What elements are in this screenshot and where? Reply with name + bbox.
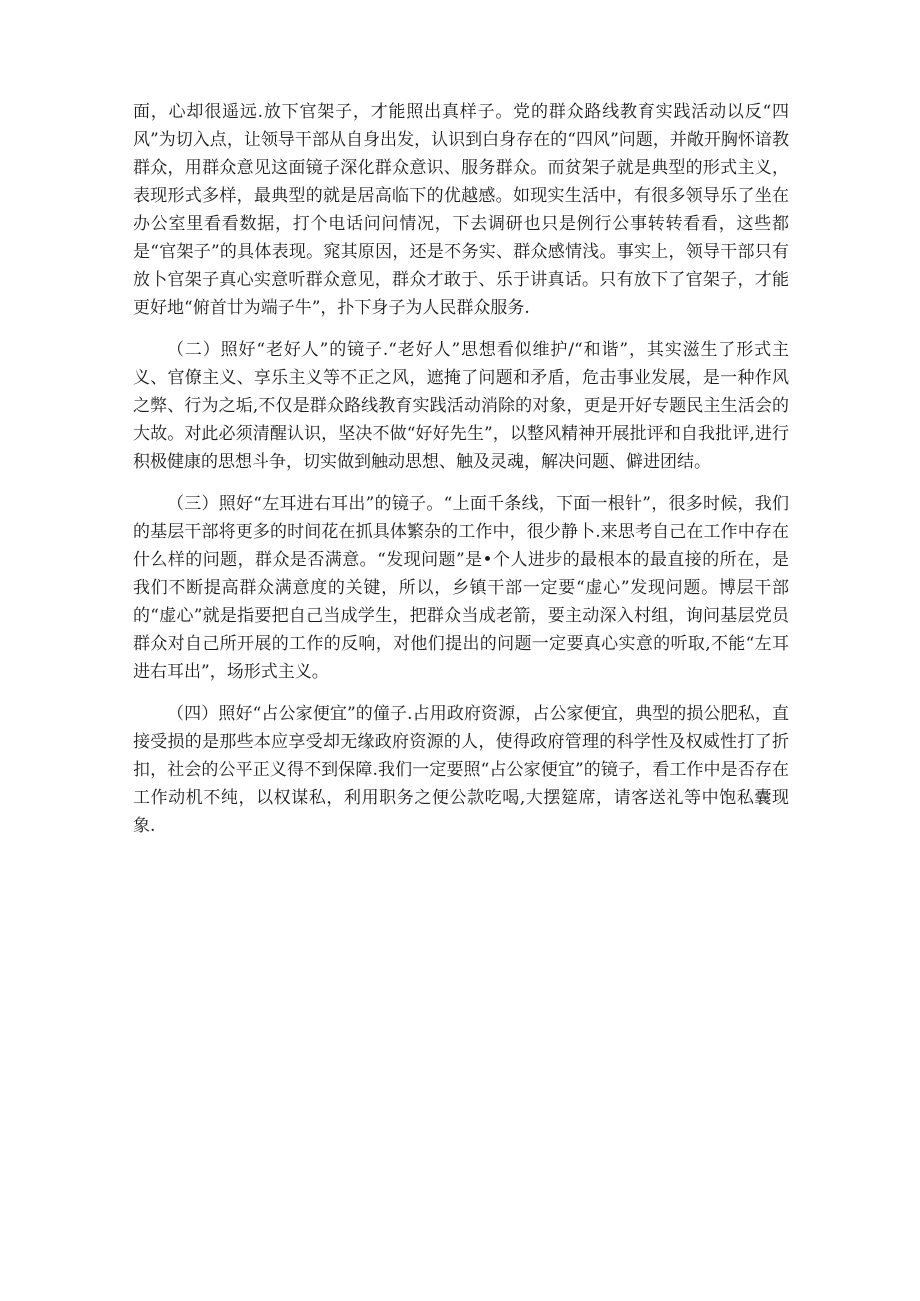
paragraph-section-4: （四）照好“占公家便宜”的僮子.占用政府资源，占公家便宜，典型的损公肥私，直接受损的是那些本应享受却无缘政府资源的人，使得政府管理的科学性及权威性打了折扣，社会的公平正义得不到保障.我们一定要照“占公家便宜”的镜子，看工作中是否存在工作动机不纯，以权谋私，利用职务之便公款吃喝,大摆筵席，请客送礼等中饱私囊现象.	[133, 704, 789, 836]
paragraph-section-3: （三）照好“左耳进右耳出”的镜子。“上面千条线，下面一根针”，很多时候，我们的基层干部将更多的时间花在抓具体繁杂的工作中，很少静卜.来思考自己在工作中存在什么样的问题，群众是否满意。“发现问题”是•个人进步的最根本的最直接的所在，是我们不断提高群众满意度的关键，所以，乡镇干部一定要“虚心”发现问题。博层干部的“虚心”就是指要把自己当成学生，把群众当成老箭，要主动深入村组，询问基层党员群众对自己所开展的工作的反响，对他们提出的问题一定要真心实意的听取,不能“左耳进右耳出”，场形式主义。	[133, 494, 789, 682]
document-body	[133, 98, 789, 854]
paragraph-section-2: （二）照好“老好人”的镜子.“老好人”思想看似维护/“和谐”，其实滋生了形式主义、官僚主义、享乐主义等不正之风，遮掩了问题和矛盾，危击事业发展，是一种作风之弊、行为之垢,不仅是群众路线教育实践活动消除的对象，更是开好专题民主生活会的大故。对此必须清醒认识，坚决不做“好好先生”，以整风精神开展批评和自我批评,进行积极健康的思想斗争，切实做到触动思想、触及灵魂，解决问题、僻进团结。	[133, 340, 789, 472]
paragraph-continuation: 面，心却很遥远.放下官架子，才能照出真样子。党的群众路线教育实践活动以反“四风”为切入点，让领导干部从自身出发，认识到白身存在的“四风”问题，并敞开胸怀谙教群众，用群众意见这面镜子深化群众意识、服务群众。而贫架子就是典型的形式主义，表现形式多样，最典型的就是居高临下的优越感。如现实生活中，有很多领导乐了坐在办公室里看看数据，打个电话问问情况，下去调研也只是例行公事转转看看，这些都是“官架子”的具体表现。窕其原因，还是不务实、群众感情浅。事实上，领导干部只有放卜官架子真心实意听群众意见，群众才敢于、乐于讲真话。只有放下了官架子，才能更好地“俯首廿为端子牛”，扑下身子为人民群众服务.	[133, 102, 789, 318]
